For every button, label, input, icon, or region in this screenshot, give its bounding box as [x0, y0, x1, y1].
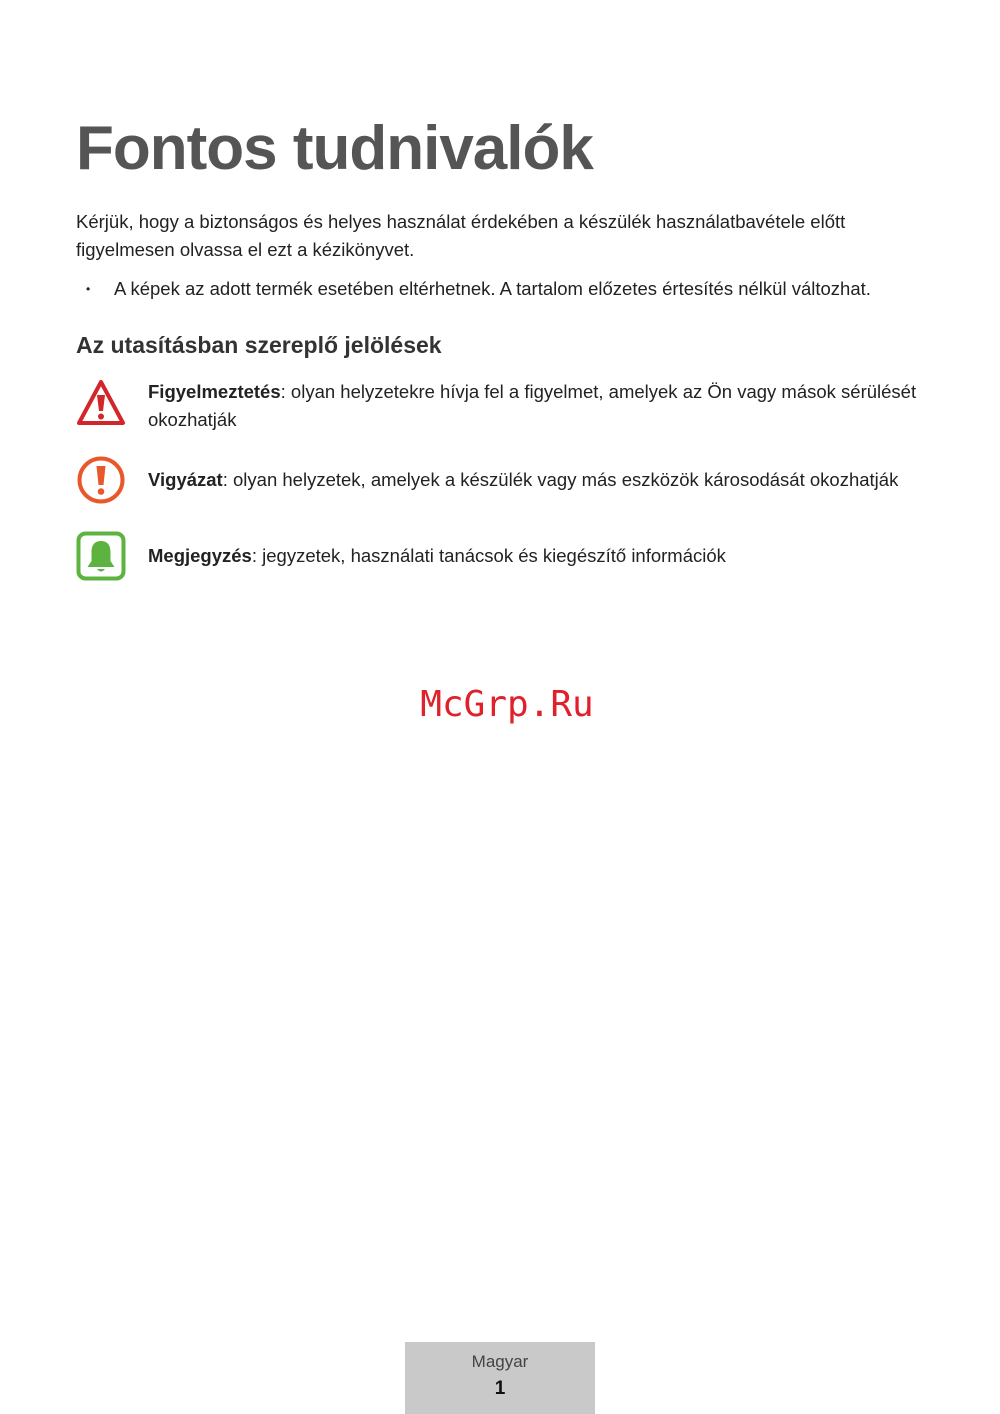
- footer-language: Magyar: [471, 1352, 529, 1371]
- page-title: Fontos tudnivalók: [76, 114, 593, 183]
- legend-note-term: Megjegyzés: [148, 545, 252, 566]
- legend-caution-term: Vigyázat: [148, 469, 223, 490]
- note-bell-icon: [76, 531, 126, 581]
- bullet-symbol: •: [86, 282, 91, 296]
- legend-note-text: [148, 542, 938, 570]
- watermark: McGrp.Ru: [420, 684, 594, 725]
- legend-note-description: : jegyzetek, használati tanácsok és kiegészítő információk: [251, 545, 726, 566]
- legend-warning-term: Figyelmeztetés: [148, 381, 281, 402]
- section-heading: Az utasításban szereplő jelölések: [76, 332, 442, 358]
- legend-warning-text: [148, 378, 938, 434]
- caution-circle-icon: [76, 455, 126, 505]
- intro-paragraph: Kérjük, hogy a biztonságos és helyes használat érdekében a készülék használatbavétele előtt figyelmesen olvassa el ezt a kézikönyvet.: [76, 211, 846, 260]
- page-number: 1: [494, 1378, 506, 1399]
- warning-triangle-icon: [76, 378, 126, 428]
- bullet-text: A képek az adott termék esetében eltérhetnek. A tartalom előzetes értesítés nélkül változhat.: [114, 278, 871, 299]
- legend-caution-text: [148, 466, 938, 494]
- bullet-item: [86, 275, 946, 303]
- legend-caution-description: : olyan helyzetek, amelyek a készülék vagy más eszközök károsodását okozhatják: [222, 469, 899, 490]
- legend-warning-description: : olyan helyzetekre hívja fel a figyelmet, amelyek az Ön vagy mások sérülését okozhatják: [148, 381, 917, 430]
- page-footer: [405, 1342, 595, 1414]
